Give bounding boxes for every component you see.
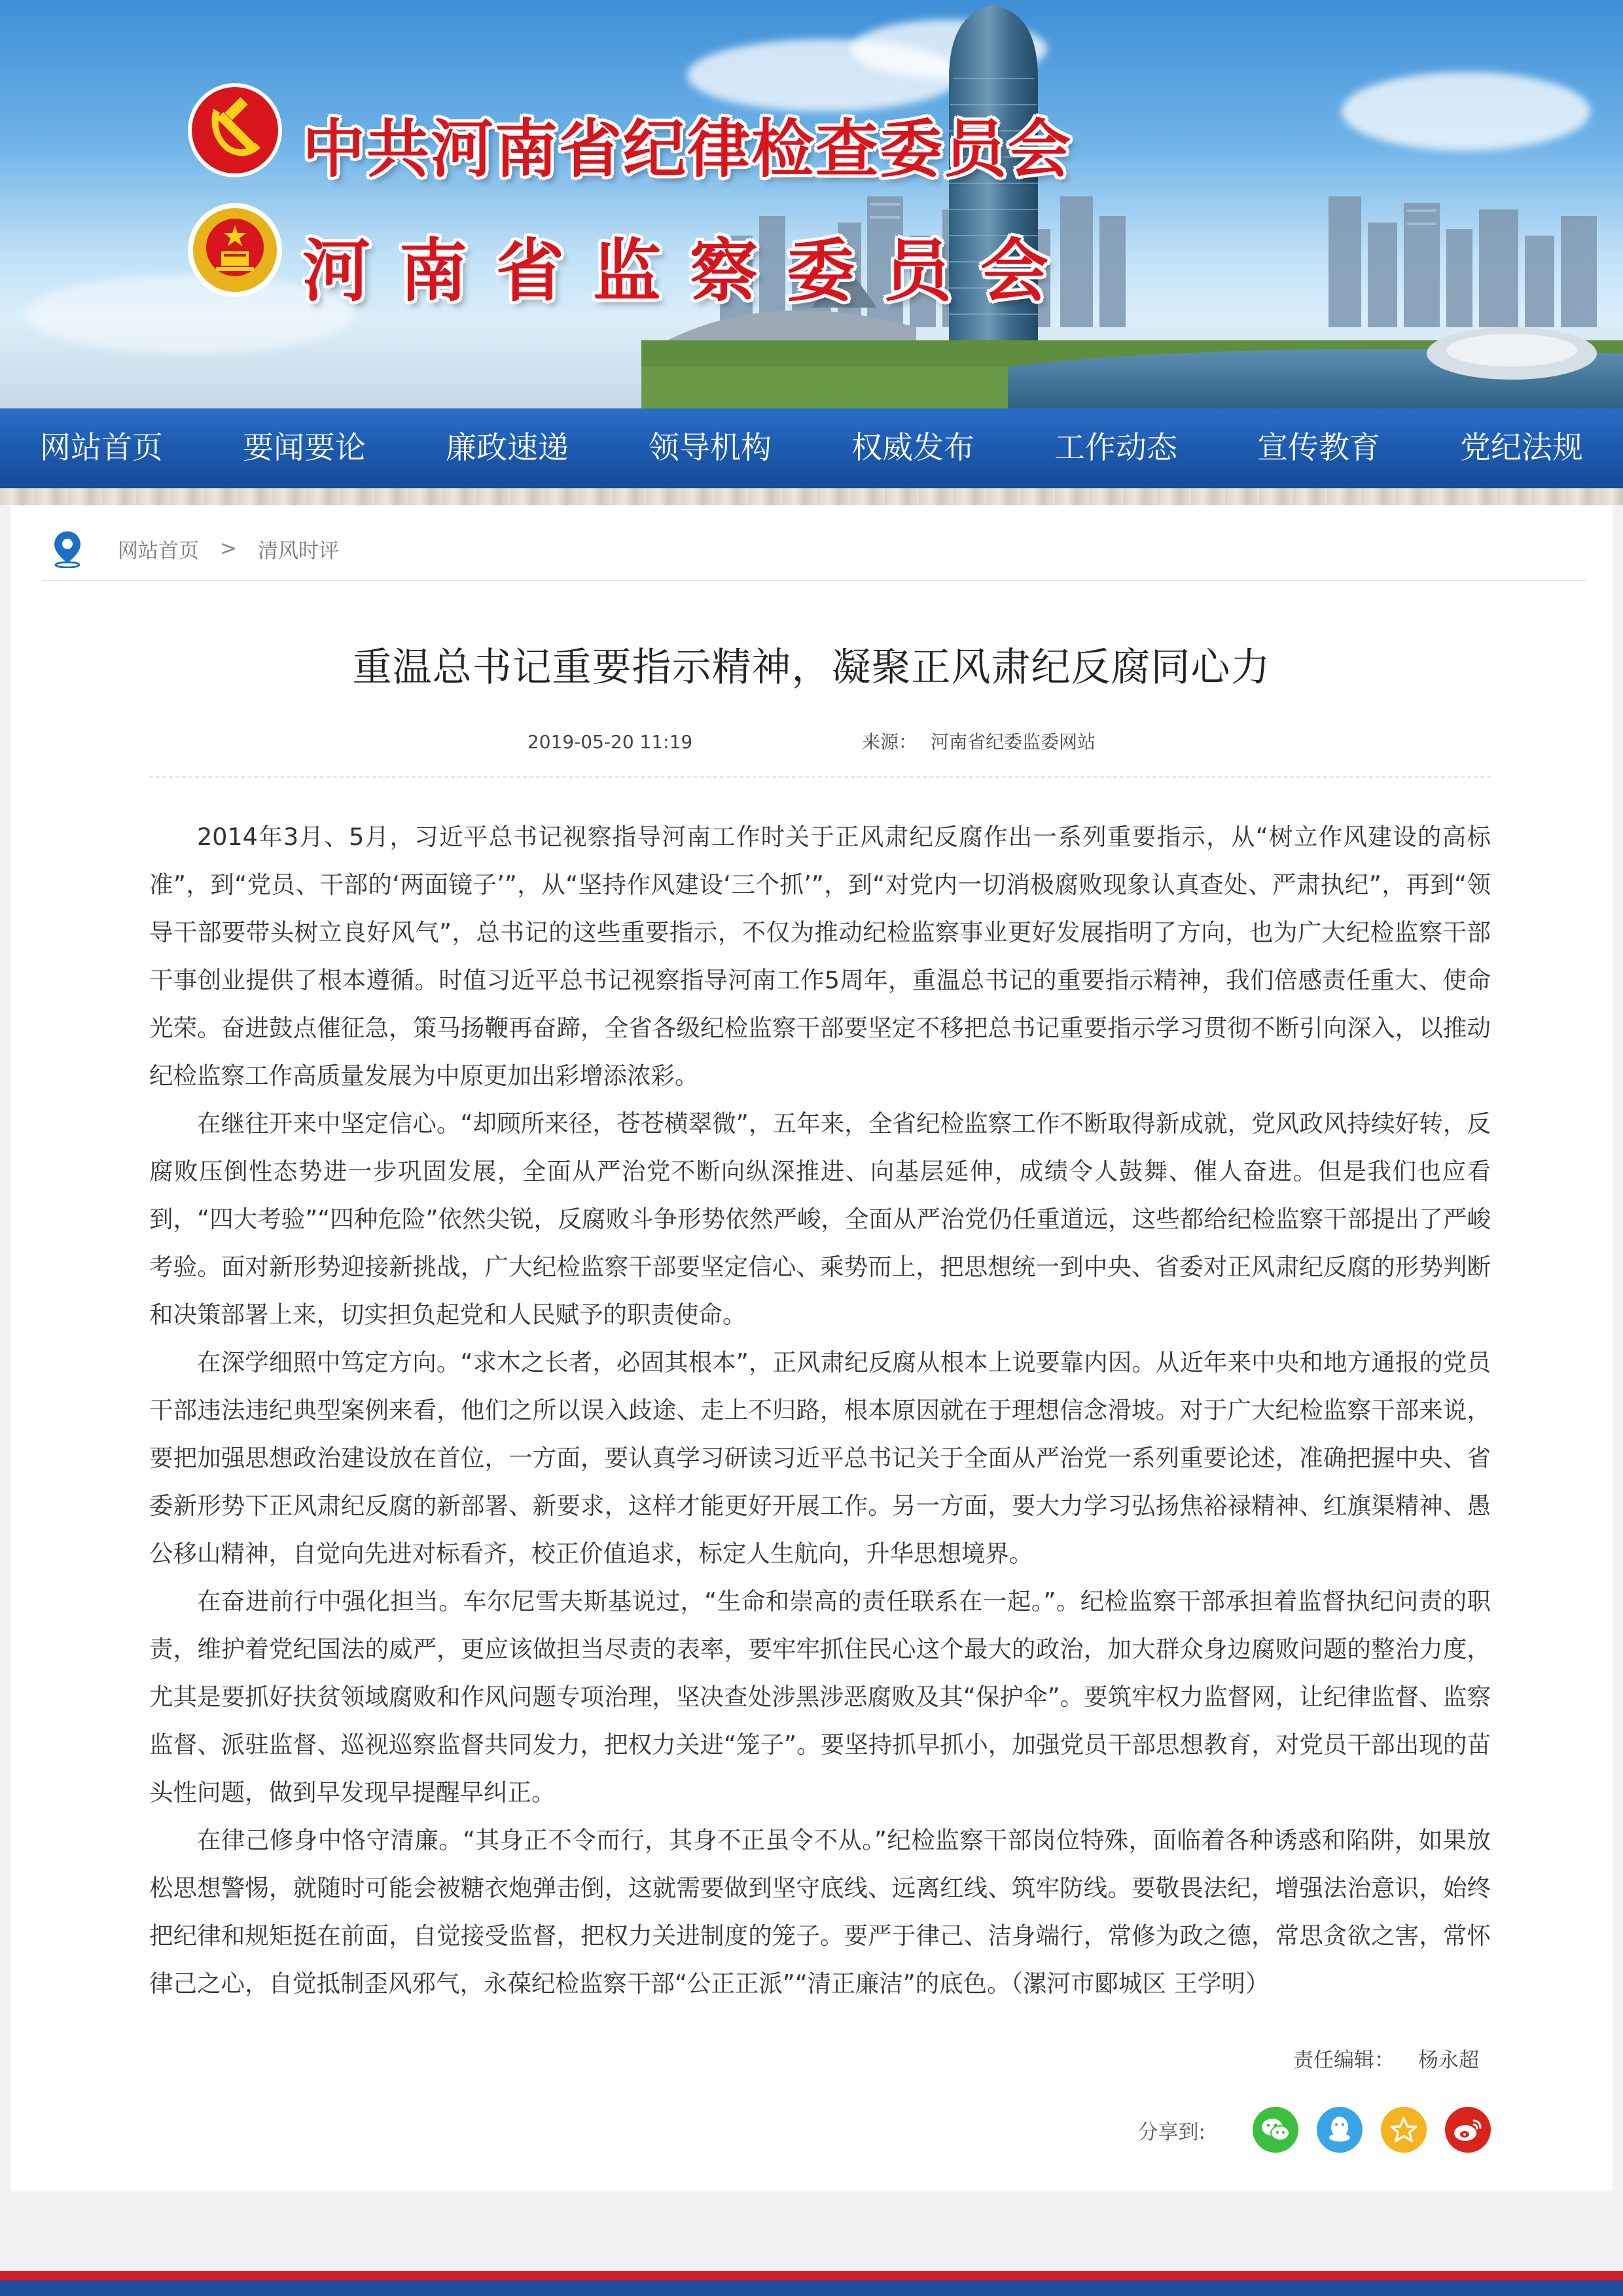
- footer-stripe-red: [0, 2271, 1623, 2280]
- footer-stripe-blue: [0, 2280, 1623, 2296]
- source-name: 河南省纪委监委网站: [931, 731, 1096, 753]
- editor-line: [10, 2043, 1479, 2073]
- article-panel: [10, 505, 1613, 2191]
- party-emblem-icon: [187, 82, 283, 178]
- article-title: 重温总书记重要指示精神，凝聚正风肃纪反腐同心力: [352, 645, 1271, 691]
- nav-item-official-release[interactable]: 权威发布: [851, 430, 974, 466]
- editor-label: 责任编辑：: [1293, 2049, 1395, 2072]
- article-paragraph: 在深学细照中笃定方向。“求木之长者，必固其根本”，正风肃纪反腐从根本上说要靠内因。从近年来中央和地方通报的党员干部违法违纪典型案例来看，他们之所以误入歧途、走上不归路，根本原因就在于理想信念滑坡。对于广大纪检监察干部来说，要把加强思想政治建设放在首位，一方面，要认真学习研读习近平总书记关于全面从严治党一系列重要论述，准确把握中央、省委新形势下正风肃纪反腐的新部署、新要求，这样才能更好开展工作。另一方面，要大力学习弘扬焦裕禄精神、红旗渠精神、愚公移山精神，自觉向先进对标看齐，校正价值追求，标定人生航向，升华思想境界。: [149, 1348, 1491, 1568]
- share-wechat-button[interactable]: [1253, 2107, 1298, 2153]
- weibo-icon: [1452, 2117, 1484, 2143]
- national-emblem-icon: [187, 199, 283, 301]
- source-label: 来源：: [862, 731, 918, 753]
- site-banner: [0, 0, 1623, 408]
- nav-item-news[interactable]: 要闻要论: [243, 430, 366, 466]
- breadcrumb-separator: >: [220, 537, 237, 560]
- nav-item-integrity-express[interactable]: 廉政速递: [446, 430, 569, 466]
- article-paragraph: 在律己修身中恪守清廉。“其身正不令而行，其身不正虽令不从。”纪检监察干部岗位特殊，面临着各种诱惑和陷阱，如果放松思想警惕，就随时可能会被糖衣炮弹击倒，这就需要做到坚守底线、远离红线、筑牢防线。要敬畏法纪，增强法治意识，始终把纪律和规矩挺在前面，自觉接受监督，把权力关进制度的笼子。要严于律己、洁身端行，常修为政之德，常思贪欲之害，常怀律己之心，自觉抵制歪风邪气，永葆纪检监察干部“公正正派”“清正廉洁”的底色。（漯河市郾城区 王学明）: [149, 1826, 1491, 1998]
- article-paragraph: 在继往开来中坚定信心。“却顾所来径，苍苍横翠微”，五年来，全省纪检监察工作不断取得新成就，党风政风持续好转，反腐败压倒性态势进一步巩固发展，全面从严治党不断向纵深推进、向基层延伸，成绩令人鼓舞、催人奋进。但是我们也应看到，“四大考验”“四种危险”依然尖锐，反腐败斗争形势依然严峻，全面从严治党仍任重道远，这些都给纪检监察干部提出了严峻考验。面对新形势迎接新挑战，广大纪检监察干部要坚定信心、乘势而上，把思想统一到中央、省委对正风肃纪反腐的形势判断和决策部署上来，切实担负起党和人民赋予的职责使命。: [149, 1109, 1491, 1329]
- star-icon: [1389, 2116, 1418, 2144]
- article-paragraph: 在奋进前行中强化担当。车尔尼雪夫斯基说过，“生命和崇高的责任联系在一起。”。纪检监察干部承担着监督执纪问责的职责，维护着党纪国法的威严，更应该做担当尽责的表率，要牢牢抓住民心这个最大的政治，加大群众身边腐败问题的整治力度，尤其是要抓好扶贫领域腐败和作风问题专项治理，坚决查处涉黑涉恶腐败及其“保护伞”。要筑牢权力监督网，让纪律监督、监察监督、派驻监督、巡视巡察监督共同发力，把权力关进“笼子”。要坚持抓早抓小，加强党员干部思想教育，对党员干部出现的苗头性问题，做到早发现早提醒早纠正。: [149, 1587, 1491, 1806]
- share-label: 分享到:: [1137, 2120, 1205, 2144]
- article-meta: [10, 728, 1613, 754]
- nav-item-home[interactable]: 网站首页: [40, 430, 163, 466]
- share-weibo-button[interactable]: [1445, 2107, 1491, 2153]
- banner-title-supervision: 河南省监察委员会: [302, 231, 1078, 311]
- article-date: 2019-05-20 11:19: [527, 731, 693, 753]
- qq-penguin-icon: [1327, 2115, 1352, 2144]
- breadcrumb: [42, 517, 1586, 581]
- share-qq-button[interactable]: [1317, 2107, 1363, 2153]
- nav-item-party-rules[interactable]: 党纪法规: [1460, 430, 1583, 466]
- share-qzone-button[interactable]: [1381, 2107, 1427, 2153]
- nav-item-work-news[interactable]: 工作动态: [1054, 430, 1177, 466]
- city-skyline-illustration: [641, 0, 1623, 408]
- decorative-strip: [0, 488, 1623, 505]
- divider: [149, 776, 1491, 778]
- article-paragraph: 2014年3月、5月，习近平总书记视察指导河南工作时关于正风肃纪反腐作出一系列重要指示，从“树立作风建设的高标准”，到“党员、干部的‘两面镜子’”，从“坚持作风建设‘三个抓’”，到“对党内一切消极腐败现象认真查处、严肃执纪”，再到“领导干部要带头树立良好风气”，总书记的这些重要指示，不仅为推动纪检监察事业更好发展指明了方向，也为广大纪检监察干部干事创业提供了根本遵循。时值习近平总书记视察指导河南工作5周年，重温总书记的重要指示精神，我们倍感责任重大、使命光荣。奋进鼓点催征急，策马扬鞭再奋蹄，全省各级纪检监察干部要坚定不移把总书记重要指示学习贯彻不断引向深入，以推动纪检监察工作高质量发展为中原更加出彩增添浓彩。: [149, 823, 1491, 1090]
- location-pin-icon: [50, 529, 85, 568]
- breadcrumb-home-link[interactable]: 网站首页: [118, 539, 199, 563]
- breadcrumb-current-link[interactable]: 清风时评: [257, 539, 339, 563]
- nav-item-leadership[interactable]: 领导机构: [649, 430, 772, 466]
- article-body: [149, 813, 1491, 2007]
- editor-name: 杨永超: [1418, 2049, 1479, 2072]
- nav-item-education[interactable]: 宣传教育: [1257, 430, 1380, 466]
- share-bar: [1123, 2104, 1491, 2156]
- wechat-icon: [1260, 2117, 1291, 2143]
- banner-title-commission: 中共河南省纪律检查委员会: [302, 113, 1072, 186]
- main-nav: [0, 408, 1623, 488]
